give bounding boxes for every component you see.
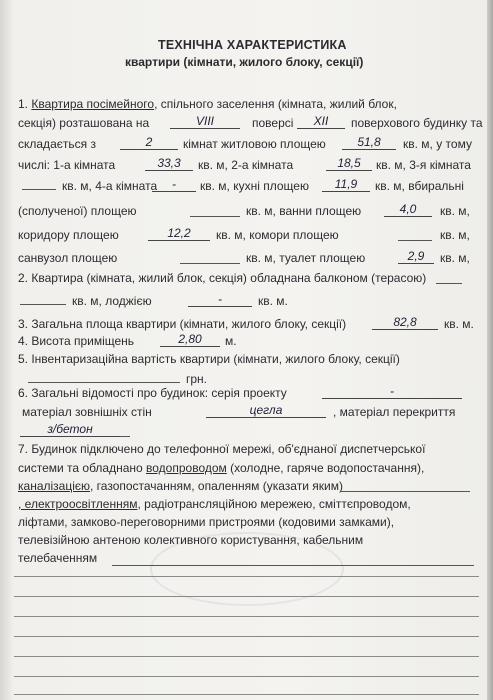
heating-type-blank bbox=[340, 479, 470, 492]
ceiling-tail-blank bbox=[120, 424, 130, 437]
document-subtitle: квартири (кімнати, жилого блоку, секції) bbox=[125, 55, 364, 69]
ruled-line bbox=[14, 694, 479, 695]
p1-line3a: складається з bbox=[18, 137, 96, 151]
height-value: 2,80 bbox=[160, 332, 220, 347]
p5-text: 5. Інвентаризаційна вартість квартири (кімнати, жилого блоку, секції) bbox=[18, 352, 400, 366]
p1-line4c: кв. м, 3-я кімната bbox=[376, 158, 471, 172]
document-title: ТЕХНІЧНА ХАРАКТЕРИСТИКА bbox=[158, 38, 347, 52]
p1-line7a: коридору площею bbox=[18, 228, 119, 242]
p1-line8a: санвузол площею bbox=[18, 251, 118, 265]
ruled-line bbox=[14, 676, 479, 677]
series-value: - bbox=[322, 384, 462, 399]
room4-value: - bbox=[152, 177, 196, 192]
toilet-value: 2,9 bbox=[398, 249, 434, 264]
p1-line2a: секція) розташована на bbox=[18, 116, 150, 130]
p1-underlined-term: Квартира посімейного bbox=[31, 97, 155, 111]
p1-line5a: кв. м, 4-а кімната bbox=[62, 179, 158, 193]
p7-line2 bbox=[18, 461, 424, 475]
floors-total-value: XII bbox=[297, 114, 345, 129]
p5-unit: грн. bbox=[186, 372, 208, 386]
walls-value: цегла bbox=[206, 403, 326, 418]
balcony-blank bbox=[436, 271, 462, 284]
room1-value: 33,3 bbox=[145, 156, 193, 171]
bath-value: 4,0 bbox=[384, 202, 432, 217]
p7-electric-lighting: , електроосвітленням bbox=[18, 497, 138, 511]
p1-line3b: кімнат житловою площею bbox=[183, 137, 326, 151]
bathroom-unit-blank bbox=[180, 251, 240, 264]
p1-line8b: кв. м, туалет площею bbox=[246, 251, 366, 265]
cable-tv-blank bbox=[112, 553, 474, 566]
p1-line2b: поверсі bbox=[252, 116, 294, 130]
page-edge bbox=[487, 0, 493, 700]
p2-line1: 2. Квартира (кімната, жилий блок, секція) обладнана балконом (терасою) bbox=[18, 271, 427, 285]
p7-line7: телебаченням bbox=[18, 551, 98, 565]
p1-line2c: поверхового будинку та bbox=[351, 116, 483, 130]
kitchen-value: 11,9 bbox=[322, 177, 370, 192]
p1-line7c: кв. м, bbox=[440, 228, 470, 242]
ruled-line bbox=[14, 636, 479, 637]
p7-line4 bbox=[18, 497, 411, 511]
p1-line5b: кв. м, кухні площею bbox=[200, 179, 309, 193]
p7-sewerage: каналізацією bbox=[18, 479, 90, 493]
p1-line4b: кв. м, 2-а кімната bbox=[198, 158, 294, 172]
ruled-line bbox=[14, 656, 479, 657]
p7-line4-end: , радіотрансляційною мережею, сміттєпроводом, bbox=[137, 497, 411, 511]
floor-value: VIII bbox=[170, 114, 240, 129]
room2-value: 18,5 bbox=[326, 156, 372, 171]
value-blank bbox=[28, 370, 180, 383]
p1-line1: 1. Квартира посімейного, спільного заселення (кімната, жилий блок, bbox=[18, 97, 397, 111]
total-area-value: 82,8 bbox=[372, 315, 438, 330]
p1-line6b: кв. м, ванни площею bbox=[246, 204, 362, 218]
p6-line2a: матеріал зовнішніх стін bbox=[22, 405, 152, 419]
wc-blank bbox=[190, 204, 240, 217]
p1-line7b: кв. м, комори площею bbox=[216, 228, 339, 242]
p7-line2-end: (холодне, гаряче водопостачання), bbox=[230, 461, 425, 475]
balcony-area-blank bbox=[20, 292, 66, 305]
p1-line5c: кв. м, вбиральні bbox=[375, 179, 464, 193]
room3-blank bbox=[22, 177, 56, 190]
ruled-line bbox=[14, 596, 479, 597]
rooms-value: 2 bbox=[120, 135, 178, 150]
p4-unit: м. bbox=[225, 334, 237, 348]
p7-line3 bbox=[18, 479, 343, 493]
p1-line6a: (сполученої) площею bbox=[18, 204, 137, 218]
corridor-value: 12,2 bbox=[148, 226, 210, 241]
p7-line1: 7. Будинок підключено до телефонної мережі, об'єднаної диспетчерської bbox=[18, 442, 426, 456]
p3-text: 3. Загальна площа квартири (кімнати, жилого блоку, секції) bbox=[18, 317, 347, 331]
pantry-blank bbox=[398, 228, 432, 241]
p7-line3-end: , газопостачанням, опаленням (указати яким) bbox=[90, 479, 343, 493]
p7-line6: телевізійною антеною колективного користування, кабельним bbox=[18, 533, 364, 547]
living-area-value: 51,8 bbox=[342, 135, 396, 150]
ruled-line bbox=[14, 576, 479, 577]
p2-line2b: кв. м. bbox=[258, 294, 288, 308]
p7-line2-start: системи та обладнано bbox=[18, 461, 143, 475]
p1-line8c: кв. м, bbox=[440, 251, 470, 265]
p1-line6c: кв. м, bbox=[440, 204, 470, 218]
p1-line4a: числі: 1-а кімната bbox=[18, 158, 116, 172]
loggia-value: - bbox=[188, 292, 252, 307]
p2-line2a: кв. м, лоджією bbox=[72, 294, 152, 308]
p4-text: 4. Висота приміщень bbox=[18, 334, 135, 348]
ruled-line bbox=[14, 616, 479, 617]
p1-line3c: кв. м, у тому bbox=[403, 137, 472, 151]
ceiling-value: з/бетон bbox=[20, 422, 120, 437]
p6-line2b: , матеріал перекриття bbox=[333, 405, 456, 419]
p7-line5: ліфтами, замково-переговорними пристроями (кодовими замками), bbox=[18, 515, 395, 529]
p3-unit: кв. м. bbox=[444, 317, 474, 331]
p7-water-supply: водопроводом bbox=[146, 461, 227, 475]
p6-line1: 6. Загальні відомості про будинок: серія проекту bbox=[18, 386, 287, 400]
